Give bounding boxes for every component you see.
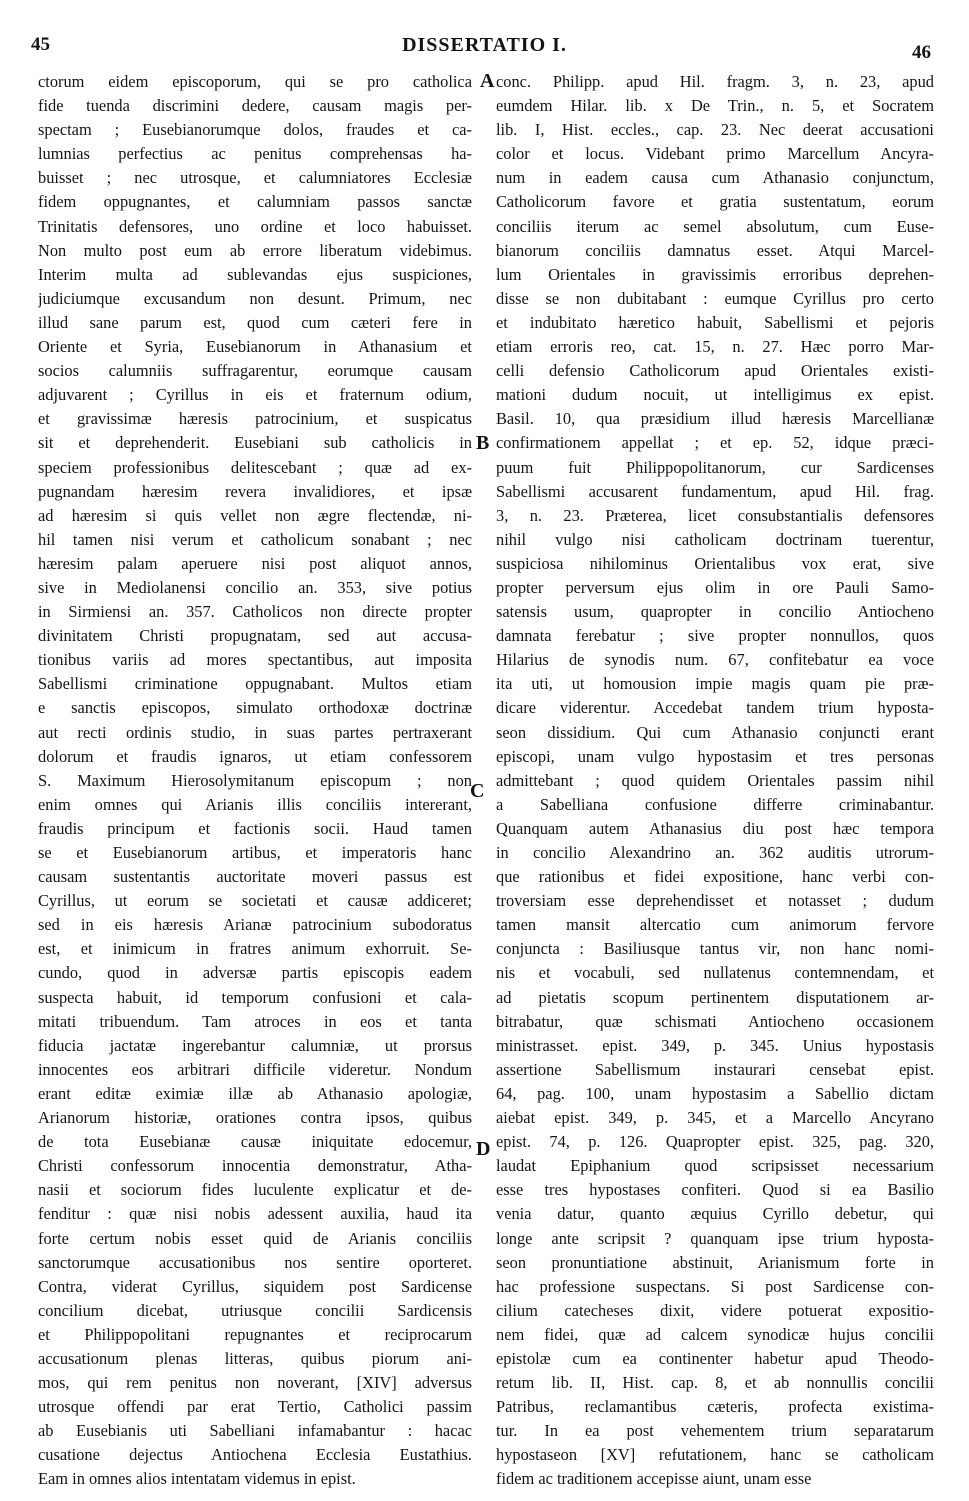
text-line: aut recti ordinis studio, in suas partes pertraxerant [38, 722, 472, 742]
text-line: epist. 74, p. 126. Quapropter epist. 325, pag. 320, [496, 1132, 934, 1152]
text-line: in Sirmiensi an. 357. Catholicos non directe propter [38, 602, 472, 622]
margin-marker-a: A [480, 70, 495, 92]
text-line: episcopi, unam vulgo hypostasim et tres personas [496, 746, 934, 766]
text-line: forte certum nobis esset quid de Arianis conciliis [38, 1228, 472, 1248]
left-text-column [38, 70, 472, 1492]
text-line: tamen mansit altercatio cum animorum fervore [496, 915, 934, 935]
text-line: dicare viderentur. Accedebat tandem trium hyposta- [496, 698, 934, 718]
text-line: suspecta habuit, id temporum confusioni et cala- [38, 987, 472, 1007]
text-line: concilium dicebat, utriusque concilii Sardicensis [38, 1300, 472, 1320]
text-line: ab Eusebianis uti Sabelliani infamabantur : hacac [38, 1421, 472, 1441]
text-line: celli defensio Catholicorum apud Orientales existi- [496, 361, 934, 381]
text-line: Cyrillus, ut eorum se societati et causæ addiceret; [38, 891, 472, 911]
text-line: mos, qui rem penitus non noverant, [XIV] adversus [38, 1373, 472, 1393]
text-line: est, et inimicum in fratres animum exhorruit. Se- [38, 939, 472, 959]
text-line: nem fidei, quæ ad calcem synodicæ hujus concilii [496, 1324, 934, 1344]
text-line: nasii et sociorum fides luculente explicatur et de- [38, 1180, 472, 1200]
text-line: Non multo post eum ab errore liberatum videbimus. [38, 240, 472, 260]
text-line: hypostaseon [XV] refutationem, hanc se catholicam [496, 1445, 934, 1465]
text-line: pugnandam hæresim revera invalidiores, et ipsæ [38, 481, 472, 501]
text-line: epistolæ cum ea continenter habetur apud Theodo- [496, 1348, 934, 1368]
text-line: tur. In ea post vehementem trium separatarum [496, 1421, 934, 1441]
text-line: et gravissimæ hæresis patrocinium, et suspicatus [38, 409, 472, 429]
text-line: sed in eis hæresis Arianæ patrocinium subodoratus [38, 915, 472, 935]
text-line: cusatione dejectus Antiochena Ecclesia Eustathius. [38, 1445, 472, 1465]
text-line: conjuncta : Basiliusque tantus vir, non hanc nomi- [496, 939, 934, 959]
text-line: etiam erroris reo, cat. 15, n. 27. Hæc porro Mar- [496, 337, 934, 357]
text-line: num in eadem causa cum Athanasio conjunctum, [496, 168, 934, 188]
text-line: tionibus variis ad mores spectantibus, aut imposita [38, 650, 472, 670]
text-line: illud sane parum est, quod cum cæteri fere in [38, 312, 472, 332]
text-line: bianorum conciliis damnatus esset. Atqui Marcel- [496, 240, 934, 260]
text-line: fenditur : quæ nisi nobis adessent auxilia, haud ita [38, 1204, 472, 1224]
text-line: Sabellismi criminatione oppugnabant. Multos etiam [38, 674, 472, 694]
text-line: divinitatem Christi propugnatam, sed aut accusa- [38, 626, 472, 646]
text-line: admittebant ; quod quidem Orientales passim nihil [496, 770, 934, 790]
text-line: speciem professionibus delitescebant ; quæ ad ex- [38, 457, 472, 477]
text-line: judiciumque excusandum non desunt. Primum, nec [38, 288, 472, 308]
text-line: cilium catecheses dixit, videre potuerat expositio- [496, 1300, 934, 1320]
text-line: Quanquam autem Athanasius diu post hæc tempora [496, 818, 934, 838]
page-number-right: 46 [912, 42, 931, 63]
margin-marker-d: D [476, 1138, 491, 1160]
text-line: Eam in omnes alios intentatam videmus in epist. [38, 1469, 356, 1489]
text-line: Interim multa ad sublevandas ejus suspiciones, [38, 264, 472, 284]
text-line: color et locus. Videbant primo Marcellum Ancyra- [496, 144, 934, 164]
text-line: fidem ac traditionem accepisse aiunt, unam esse [496, 1469, 812, 1489]
text-line: esse tres hypostases confiteri. Quod si ea Basilio [496, 1180, 934, 1200]
text-line: retum lib. II, Hist. cap. 8, et ab nonnullis concilii [496, 1373, 934, 1393]
text-line: Patribus, reclamantibus cæteris, profecta existima- [496, 1397, 934, 1417]
text-line: Sabellismi accusarent fundamentum, apud Hil. frag. [496, 481, 934, 501]
text-line: sive in Mediolanensi concilio an. 353, sive potius [38, 577, 472, 597]
text-line: et Philippopolitani repugnantes et reciprocarum [38, 1324, 472, 1344]
text-line: Oriente et Syria, Eusebianorum in Athanasium et [38, 337, 472, 357]
text-line: lib. I, Hist. eccles., cap. 23. Nec deerat accusationi [496, 120, 934, 140]
text-line: ctorum eidem episcoporum, qui se pro catholica [38, 72, 472, 91]
text-line: venia datur, quanto æquius Cyrillo debetur, qui [496, 1204, 934, 1224]
text-line: socios calumniis suffragarentur, eorumque causam [38, 361, 472, 381]
text-line: damnata ferebatur ; sive propter nonnullos, quos [496, 626, 934, 646]
text-line: nis et vocabuli, sed nullatenus contemnendam, et [496, 963, 934, 983]
text-line: Contra, viderat Cyrillus, siquidem post Sardicense [38, 1276, 472, 1296]
text-line: 64, pag. 100, unam hypostasim a Sabellio dictam [496, 1083, 934, 1103]
text-line: a Sabelliana confusione differre criminabantur. [496, 794, 934, 814]
text-line: adjuvarent ; Cyrillus in eis et fraternum odium, [38, 385, 472, 405]
text-line: S. Maximum Hierosolymitanum episcopum ; non [38, 770, 472, 790]
text-line: e sanctis episcopos, simulato orthodoxæ doctrinæ [38, 698, 472, 718]
text-line: hil tamen nisi verum et catholicum sonabant ; nec [38, 529, 472, 549]
text-line: disse se non dubitabant : eumque Cyrillus pro certo [496, 288, 934, 308]
text-line: accusationum plenas litteras, quibus piorum ani- [38, 1348, 472, 1368]
text-line: nihil vulgo nisi catholicam doctrinam tuerentur, [496, 529, 934, 549]
right-text-column [496, 70, 934, 1492]
text-line: Catholicorum favore et gratia sustentatum, eorum [496, 192, 934, 212]
text-line: puum fuit Philippopolitanorum, cur Sardicenses [496, 457, 934, 477]
text-line: dolorum et fraudis ignaros, ut etiam confessorem [38, 746, 472, 766]
text-line: ministrasset. epist. 349, p. 345. Unius hypostasis [496, 1035, 934, 1055]
text-line: enim omnes qui Arianis illis conciliis intererant, [38, 794, 472, 814]
page-header [0, 30, 969, 66]
text-line: utrosque offendi par erat Tertio, Catholici passim [38, 1397, 472, 1417]
text-line: lum Orientales in gravissimis erroribus deprehen- [496, 264, 934, 284]
text-line: sit et deprehenderit. Eusebiani sub catholicis in [38, 433, 472, 453]
text-line: longe ante scripsit ? quanquam ipse trium hyposta- [496, 1228, 934, 1248]
text-line: lumnias perfectius ac penitus comprehensas ha- [38, 144, 472, 164]
text-line: buisset ; nec utrosque, et calumniatores Ecclesiæ [38, 168, 472, 188]
text-line: hæresim palam aperuere nisi post aliquot annos, [38, 553, 472, 573]
text-line: mitati tribuendum. Tam atroces in eos et tanta [38, 1011, 472, 1031]
text-line: ad pietatis scopum pertinentem disputationem ar- [496, 987, 934, 1007]
text-line: mationi dudum nocuit, ut intelligimus ex epist. [496, 385, 934, 405]
page-number-left: 45 [31, 34, 50, 55]
text-line: Trinitatis defensores, uno ordine et loco habuisset. [38, 216, 472, 236]
text-line: fide tuenda discrimini dedere, causam magis per- [38, 96, 472, 116]
text-line: de tota Eusebianæ causæ iniquitate edocemur, [38, 1132, 472, 1152]
text-line: in concilio Alexandrino an. 362 auditis utrorum- [496, 843, 934, 862]
text-line: seon pronuntiatione abstinuit, Arianismum forte in [496, 1252, 934, 1272]
text-line: que rationibus et fidei expositione, hanc verbi con- [496, 867, 934, 887]
text-line: bitrabatur, quæ schismati Antiocheno occasionem [496, 1011, 934, 1031]
text-line: Basil. 10, qua præsidium illud hæresis Marcellianæ [496, 409, 934, 429]
text-line: cundo, quod in adversæ partis episcopis eadem [38, 963, 472, 983]
margin-marker-c: C [470, 780, 485, 802]
text-line: eumdem Hilar. lib. x De Trin., n. 5, et Socratem [496, 96, 934, 116]
text-line: sanctorumque accusationibus nos sentire oporteret. [38, 1252, 472, 1272]
text-line: 3, n. 23. Præterea, licet consubstantialis defensores [496, 505, 934, 525]
text-line: propter perversum ejus olim in ore Pauli Samo- [496, 577, 934, 597]
text-line: hac professione suspectans. Si post Sardicense con- [496, 1276, 934, 1296]
text-line: satensis usum, quapropter in concilio Antiocheno [496, 602, 934, 622]
text-line: fraudis principum et factionis socii. Haud tamen [38, 818, 472, 838]
text-line: fiducia jactatæ ingerebantur calumniæ, ut prorsus [38, 1035, 472, 1055]
running-head: DISSERTATIO I. [402, 34, 567, 56]
text-line: Hilarius de synodis num. 67, confitebatur ea voce [496, 650, 934, 670]
text-line: Christi confessorum innocentia demonstratur, Atha- [38, 1156, 472, 1176]
text-line: Arianorum historiæ, orationes contra ipsos, quibus [38, 1108, 472, 1128]
text-line: conc. Philipp. apud Hil. fragm. 3, n. 23, apud [496, 72, 934, 91]
text-line: laudat Epiphanium quod scripsisset necessarium [496, 1156, 934, 1176]
text-line: erant editæ eximiæ illæ ab Athanasio apologiæ, [38, 1083, 472, 1103]
text-line: assertione Sabellismum instaurari censebat epist. [496, 1059, 934, 1079]
text-line: seon dissidium. Qui cum Athanasio conjuncti erant [496, 722, 934, 742]
text-line: causam sustentantis auctoritate moveri passus est [38, 867, 472, 887]
text-line: suspiciosa nihilominus Orientalibus vox erat, sive [496, 553, 934, 573]
text-line: troversiam esse deprehendisset et notasset ; dudum [496, 891, 934, 911]
text-line: fidem oppugnantes, et calumniam passos sanctæ [38, 192, 472, 212]
text-line: innocentes eos arbitrari difficile videretur. Nondum [38, 1059, 472, 1079]
text-line: spectam ; Eusebianorumque dolos, fraudes et ca- [38, 120, 472, 140]
text-line: et indubitato hæretico habuit, Sabellismi et pejoris [496, 312, 934, 332]
text-line: ad hæresim si quis vellet non ægre flectendæ, ni- [38, 505, 472, 525]
text-line: conciliis iterum ac semel absolutum, cum Euse- [496, 216, 934, 236]
text-line: confirmationem appellat ; et ep. 52, idque præci- [496, 433, 934, 453]
text-line: aiebat epist. 349, p. 345, et a Marcello Ancyrano [496, 1108, 934, 1128]
margin-marker-b: B [476, 432, 490, 454]
text-line: ita uti, ut homousion impie magis quam pie præ- [496, 674, 934, 694]
text-line: se et Eusebianorum artibus, et imperatoris hanc [38, 843, 472, 862]
